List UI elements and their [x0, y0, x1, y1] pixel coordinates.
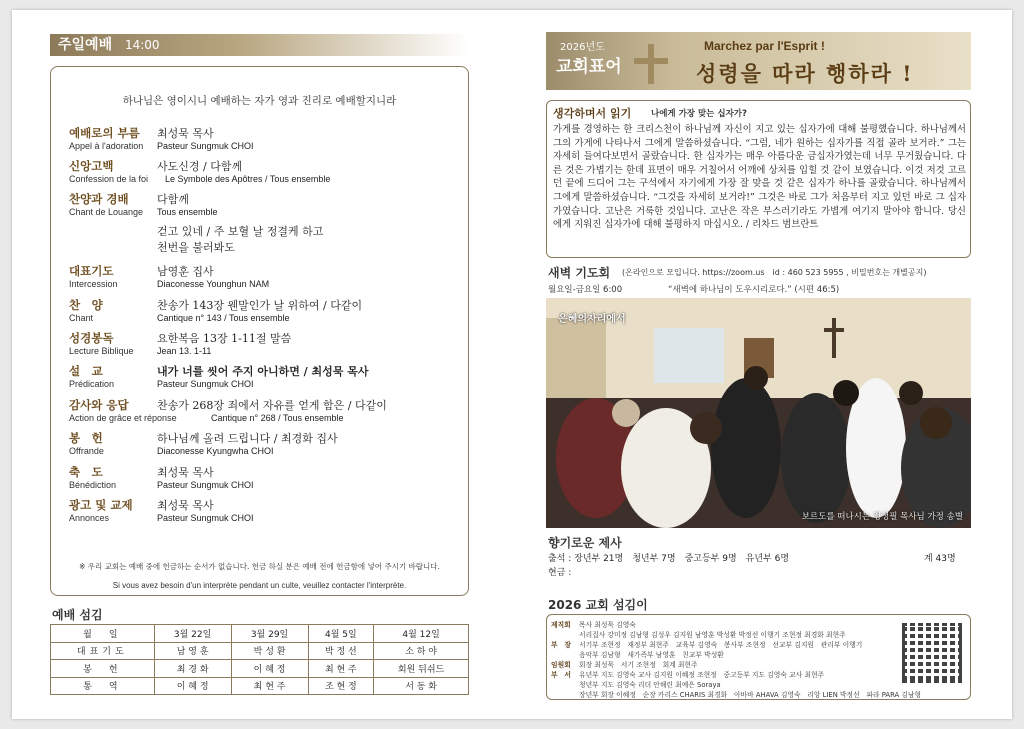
table-cell: 회원 뒤쉬드: [374, 660, 469, 678]
server-names: 유년부 지도 김영숙 교사 김지원 이혜정 조현정 중고등부 지도 김영숙 교사 최현주: [579, 671, 825, 679]
table-cell: 통 역: [51, 677, 155, 695]
service-title: 주일예배: [58, 37, 113, 53]
item-value: 최성묵 목사: [157, 499, 214, 512]
server-names: 목사 최성묵 김영숙: [579, 621, 636, 629]
cross-icon: [648, 44, 654, 84]
table-cell: 최 경 화: [154, 660, 231, 678]
server-category: 제직회: [551, 621, 571, 629]
reflection-title: 생각하며서 읽기: [553, 107, 632, 120]
servers-title: 2026 교회 섬김이: [548, 598, 648, 612]
motto-label: 교회표어: [556, 57, 622, 77]
table-cell: 남 영 훈: [154, 642, 231, 660]
item-label-fr: Confession de la foi: [69, 174, 149, 184]
item-label-fr: Appel à l'adoration: [69, 141, 144, 151]
photo-caption: 보르도를 떠나시는 정성필 목사님 가정 송별: [801, 512, 963, 522]
dawn-time: 월요일-금요일 6:00: [548, 285, 623, 295]
server-names: 서기부 조현정 재정부 최현주 교육부 김영숙 봉사부 조현정 선교부 김지원 관리부 이행기: [579, 641, 863, 649]
item-value: 요한복음 13장 1-11절 말씀: [157, 332, 292, 345]
item-label-fr: Chant: [69, 313, 94, 323]
table-cell: 대표기도: [51, 642, 155, 660]
item-value-fr: Pasteur Sungmuk CHOI: [157, 480, 254, 490]
table-cell: 이 혜 정: [231, 660, 308, 678]
interpreter-note: Si vous avez besoin d'un interprète pendant un culte, veuillez contacter l'interprète.: [112, 581, 407, 590]
list-item: [551, 639, 862, 649]
table-cell: 박 성 환: [231, 642, 308, 660]
item-value: 최성묵 목사: [157, 466, 214, 479]
server-names: 장년부 회장 이혜정 순장 카리스 CHARIS 최경화 아바바 AHAVA 김영숙 리앙 LIEN 박정선 파라 PARA 김남형: [579, 691, 922, 699]
item-label: 신앙고백: [69, 159, 114, 173]
table-cell: 조 현 정: [308, 677, 374, 695]
item-value-fr: Tous ensemble: [157, 207, 218, 217]
cash-offering: 현금 :: [548, 568, 572, 578]
qr-code-pattern: [902, 623, 962, 683]
item-label: 찬 양: [69, 298, 103, 312]
server-names: 회장 최성묵 서기 조현정 회계 최현주: [579, 661, 698, 669]
list-item: [551, 649, 724, 659]
table-cell: 박 정 선: [308, 642, 374, 660]
item-value-fr: Pasteur Sungmuk CHOI: [157, 141, 254, 151]
server-category: 부 장: [551, 641, 571, 649]
table-cell: 최 현 주: [308, 660, 374, 678]
table-cell: 최 현 주: [231, 677, 308, 695]
item-value-fr: Jean 13. 1-11: [157, 346, 212, 356]
cross-icon: [634, 58, 668, 64]
table-row: [51, 677, 469, 695]
item-label-fr: Lecture Biblique: [69, 346, 134, 356]
item-value: 다함께: [157, 193, 189, 206]
item-value: 찬송가 268장 죄에서 자유를 얻게 함은 / 다같이: [157, 399, 387, 412]
item-label: 예배로의 부름: [69, 126, 140, 140]
item-value: 찬송가 143장 웬말인가 날 위하여 / 다같이: [157, 299, 363, 312]
reflection-box: [546, 100, 971, 258]
table-cell: 이 혜 정: [154, 677, 231, 695]
service-time: 14:00: [124, 38, 160, 52]
reflection-body: 가게를 경영하는 한 크리스천이 하나님께 자신이 지고 있는 십자가에 대해 불평했습니다. 하나님께서 그의 가게에 나타나서 그에게 말씀하셨습니다. “그럼, 네가 원하는 십자가를 직접 골라 보거라.” 그는 자세히 들여다보면서 골랐습니다. 한 십자가는 매우 아름다운 금십자가였는데 너무 무거웠습니다. 다른 것은 가볍기는 한데 표면이 매우 거칠어서 어깨에 상처를 입힐 것 같이 보였습니다. 이것 저것 고르던 끝에 드디어 그는 구석에서 자기에게 가장 잘 맞을 것 같은 십자가 하나를 골랐습니다. 하나님께서 그에게 말씀하셨습니다. “그것을 자세히 보거라!” 그것은 바로 그가 처음부터 지고 있던 바로 그 십자가였습니다. 고난은 거룩한 것입니다. 고난은 작은 부스러기라도 가볍게 여기지 말아야 합니다. 당신에게 지워진 십자가에 대해 불평하지 마십시오. / 리차드 범브란트: [553, 124, 966, 231]
server-category: 임원회: [551, 661, 571, 669]
list-item: [551, 669, 824, 679]
motto-fr: Marchez par l'Esprit !: [704, 39, 825, 53]
item-value: 하나님께 올려 드립니다 / 최경화 집사: [157, 432, 338, 445]
attendance: 출석 : 장년부 21명 청년부 7명 중고등부 9명 유년부 6명: [548, 554, 790, 564]
list-item: [551, 619, 636, 629]
service-verse: 하나님은 영이시니 예배하는 자가 영과 진리로 예배할지니라: [122, 95, 397, 107]
song-list: 천번을 불러봐도: [157, 241, 235, 254]
item-label-fr: Bénédiction: [69, 480, 117, 490]
dawn-prayer-title: 새벽 기도회: [548, 266, 611, 280]
song-list: 걷고 있네 / 주 보혈 날 정결케 하고: [157, 225, 324, 238]
list-item: [551, 689, 921, 699]
table-cell: 4월 12일: [374, 625, 469, 643]
dawn-online-info: (온라인으로 모입니다. https://zoom.us id : 460 523 5955 , 비밀번호는 개별공지): [622, 268, 927, 277]
item-label: 설 교: [69, 364, 103, 378]
server-category: 부 서: [551, 671, 571, 679]
item-label: 감사와 응답: [69, 398, 129, 412]
servers-box: [546, 614, 971, 700]
list-item: [551, 629, 846, 639]
item-label-fr: Offrande: [69, 446, 104, 456]
item-value: 남영훈 집사: [157, 265, 214, 278]
offering-title: 향기로운 제사: [548, 536, 622, 550]
table-row: [51, 625, 469, 643]
table-cell: 소 하 야: [374, 642, 469, 660]
item-value-fr: Cantique n° 268 / Tous ensemble: [211, 413, 344, 423]
item-value-fr: Le Symbole des Apôtres / Tous ensemble: [165, 174, 331, 184]
list-item: [551, 679, 721, 689]
table-cell: 서 동 화: [374, 677, 469, 695]
bulletin-sheet: [12, 10, 1012, 719]
table-cell: 월 일: [51, 625, 155, 643]
sermon-title: 내가 너를 씻어 주지 아니하면 / 최성묵 목사: [157, 365, 369, 378]
item-label: 봉 헌: [69, 431, 103, 445]
motto-ko: 성령을 따라 행하라 !: [696, 61, 914, 86]
item-label-fr: Intercession: [69, 279, 118, 289]
item-label-fr: Chant de Louange: [69, 207, 144, 217]
photo-illustration: [546, 298, 971, 528]
item-label: 대표기도: [69, 264, 114, 278]
motto-year: 2026년도: [560, 42, 605, 53]
table-row: [51, 660, 469, 678]
table-cell: 3월 29일: [231, 625, 308, 643]
item-value-fr: Cantique n° 143 / Tous ensemble: [157, 313, 290, 323]
item-value-fr: Diaconesse Kyungwha CHOI: [157, 446, 274, 456]
table-cell: 봉 헌: [51, 660, 155, 678]
church-motto-banner: [546, 32, 971, 90]
table-cell: 3월 22일: [154, 625, 231, 643]
server-names: 음악부 김남형 새가족부 남영훈 친교부 박성환: [579, 651, 724, 659]
order-of-service: [50, 66, 469, 596]
item-value-fr: Diaconesse Younghun NAM: [157, 279, 270, 289]
table-cell: 4월 5일: [308, 625, 374, 643]
reflection-subtitle: 나에게 가장 맞는 십자가?: [651, 109, 747, 119]
item-label: 광고 및 교제: [69, 498, 133, 512]
offering-note: ※ 우리 교회는 예배 중에 헌금하는 순서가 없습니다. 헌금 하실 분은 예배 전에 헌금함에 넣어 주시기 바랍니다.: [79, 562, 440, 571]
table-row: [51, 642, 469, 660]
item-label-fr: Annonces: [69, 513, 110, 523]
item-label: 찬양과 경배: [69, 192, 129, 206]
attendance-total: 계 43명: [924, 554, 956, 564]
item-label: 성경봉독: [69, 331, 114, 345]
item-label-fr: Action de grâce et réponse: [69, 413, 177, 423]
server-names: 청년부 지도 김영숙 리더 안해린 최예은 Soraya: [579, 681, 721, 689]
item-value-fr: Pasteur Sungmuk CHOI: [157, 513, 254, 523]
photo-caption: 은혜의자리에서: [558, 314, 626, 325]
item-value: 최성묵 목사: [157, 127, 214, 140]
item-label-fr: Prédication: [69, 379, 115, 389]
list-item: [551, 659, 698, 669]
item-value-fr: Pasteur Sungmuk CHOI: [157, 379, 254, 389]
dawn-verse: “새벽에 하나님이 도우시리로다.” (시편 46:5): [668, 285, 840, 295]
service-header: [50, 34, 469, 56]
prayer-photo: [546, 298, 971, 528]
server-names: 서리집사 강미정 김남형 김성우 김지원 남영훈 박성환 박정선 이행기 조현정 최경화 최현주: [579, 631, 846, 639]
item-label: 축 도: [69, 465, 103, 479]
roster-title: 예배 섬김: [52, 608, 103, 622]
item-value: 사도신경 / 다함께: [157, 160, 243, 173]
roster-table: [50, 624, 469, 695]
